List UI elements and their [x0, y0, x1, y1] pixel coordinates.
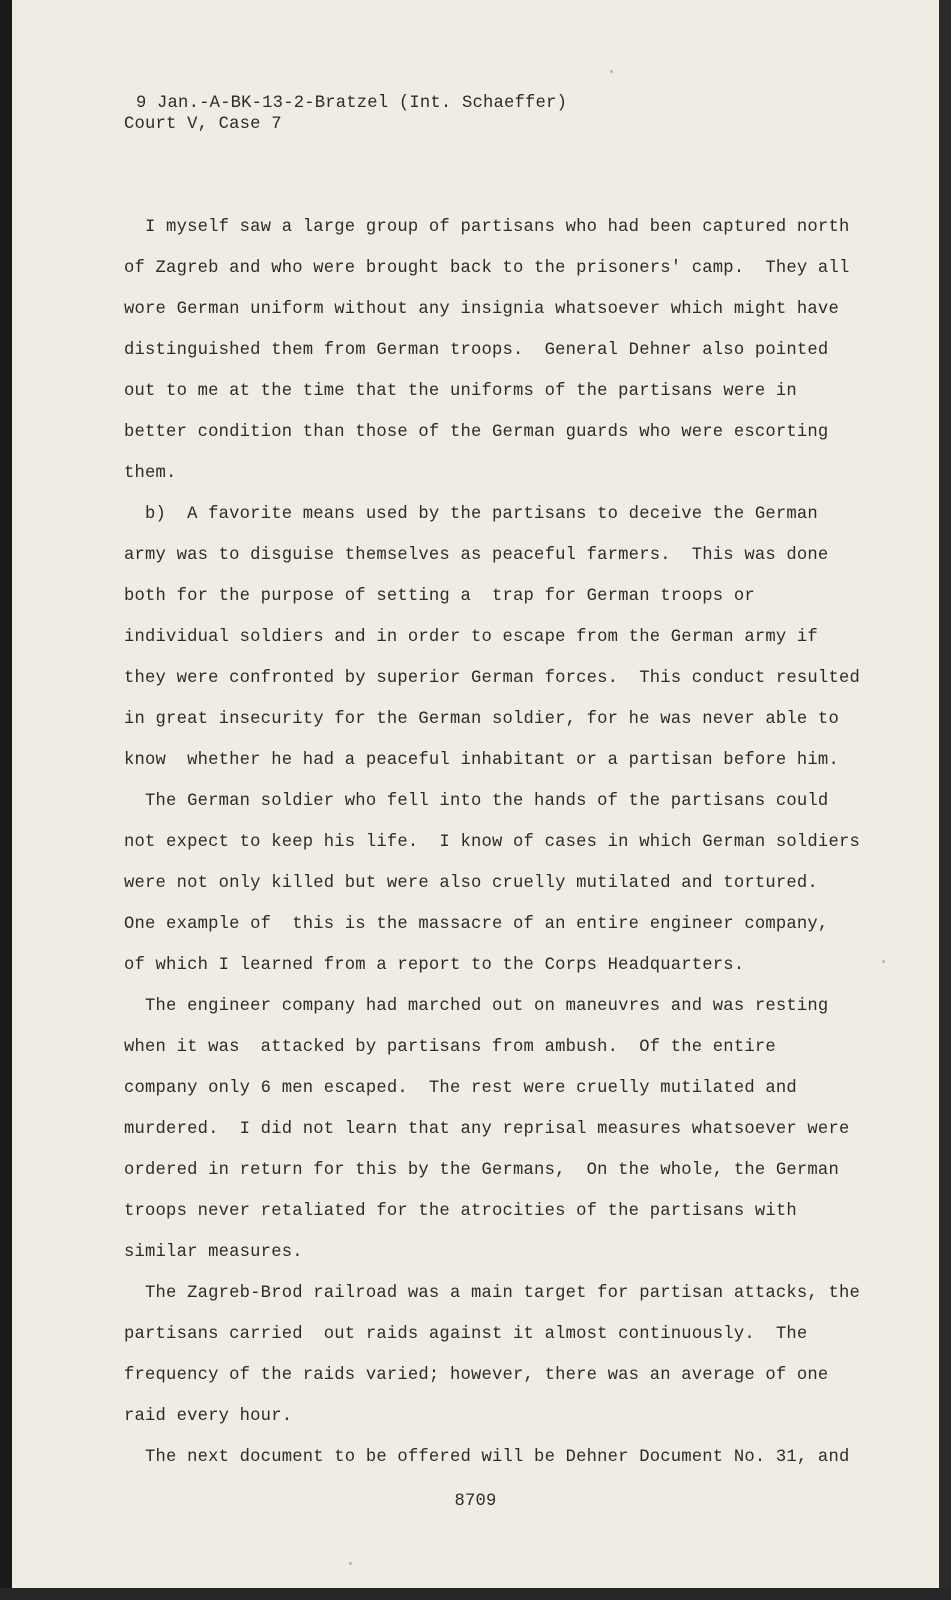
- body-line: The German soldier who fell into the hands of the partisans could: [124, 792, 829, 811]
- body-line: b) A favorite means used by the partisans to deceive the German: [124, 505, 818, 524]
- body-line: partisans carried out raids against it almost continuously. The: [124, 1325, 808, 1344]
- document-page: [12, 0, 939, 1588]
- body-line: The Zagreb-Brod railroad was a main target for partisan attacks, the: [124, 1284, 860, 1303]
- header-line-1: 9 Jan.-A-BK-13-2-Bratzel (Int. Schaeffer): [136, 94, 568, 113]
- scan-edge-right: [939, 0, 951, 1600]
- body-line: frequency of the raids varied; however, there was an average of one: [124, 1366, 829, 1385]
- body-line: The next document to be offered will be Dehner Document No. 31, and: [124, 1448, 850, 1467]
- body-line: similar measures.: [124, 1243, 303, 1262]
- body-line: company only 6 men escaped. The rest were cruelly mutilated and: [124, 1079, 797, 1098]
- body-line: in great insecurity for the German soldier, for he was never able to: [124, 710, 839, 729]
- body-line: raid every hour.: [124, 1407, 293, 1426]
- paper-speck: [882, 960, 885, 963]
- paper-speck: [349, 1562, 352, 1565]
- body-line: The engineer company had marched out on maneuvres and was resting: [124, 997, 829, 1016]
- body-line: army was to disguise themselves as peaceful farmers. This was done: [124, 546, 829, 565]
- body-line: were not only killed but were also cruelly mutilated and tortured.: [124, 874, 818, 893]
- body-line: of Zagreb and who were brought back to the prisoners' camp. They all: [124, 259, 850, 278]
- body-line: better condition than those of the German guards who were escorting: [124, 423, 829, 442]
- body-line: ordered in return for this by the Germans, On the whole, the German: [124, 1161, 839, 1180]
- body-line: them.: [124, 464, 177, 483]
- header-line-2: Court V, Case 7: [124, 115, 282, 134]
- paper-speck: [610, 70, 613, 73]
- body-line: wore German uniform without any insignia whatsoever which might have: [124, 300, 839, 319]
- body-line: troops never retaliated for the atrocities of the partisans with: [124, 1202, 797, 1221]
- body-line: they were confronted by superior German forces. This conduct resulted: [124, 669, 860, 688]
- body-line: murdered. I did not learn that any reprisal measures whatsoever were: [124, 1120, 850, 1139]
- body-line: One example of this is the massacre of an entire engineer company,: [124, 915, 829, 934]
- body-line: distinguished them from German troops. General Dehner also pointed: [124, 341, 829, 360]
- body-line: know whether he had a peaceful inhabitant or a partisan before him.: [124, 751, 839, 770]
- body-line: of which I learned from a report to the Corps Headquarters.: [124, 956, 745, 975]
- scan-edge-bottom: [0, 1588, 951, 1600]
- body-line: not expect to keep his life. I know of cases in which German soldiers: [124, 833, 860, 852]
- body-line: I myself saw a large group of partisans who had been captured north: [124, 218, 850, 237]
- body-line: when it was attacked by partisans from ambush. Of the entire: [124, 1038, 776, 1057]
- body-line: individual soldiers and in order to escape from the German army if: [124, 628, 818, 647]
- page-number: 8709: [454, 1492, 497, 1511]
- body-line: both for the purpose of setting a trap for German troops or: [124, 587, 755, 606]
- body-line: out to me at the time that the uniforms of the partisans were in: [124, 382, 797, 401]
